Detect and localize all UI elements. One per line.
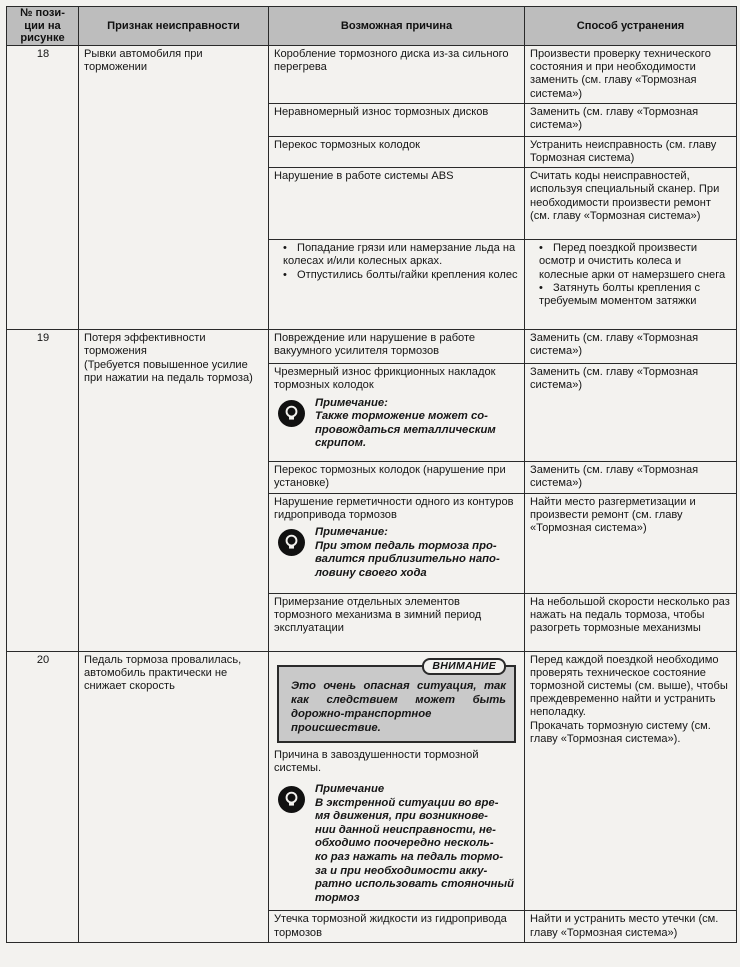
remedy-cell: Найти и устранить место утечки (см. главу «Тормозная система»): [525, 911, 737, 943]
note-line: провождаться металлическим: [315, 423, 496, 436]
cause-cell: [269, 651, 525, 911]
warning-box: [277, 659, 516, 743]
table-header-row: [7, 7, 737, 46]
remedy-cell: Считать коды неисправностей, используя специальный сканер. При необходимости произвести ремонт (см. главу «Тормозная система»): [525, 168, 737, 240]
note-line: ко раз нажать на педаль тормо-: [315, 851, 503, 863]
note-line: мя движения, при возникнове-: [315, 810, 488, 823]
remedy-cell: [525, 240, 737, 330]
cause-cell: [269, 493, 525, 593]
note-title: Примечание:: [315, 396, 388, 409]
bullet-item: • Затянуть болты крепления с требуемым моментом затяжки: [530, 282, 732, 308]
remedy-cell: Произвести проверку технического состояния и при необходимости заменить (см. главу «Тормозная система»): [525, 46, 737, 104]
cause-cell: Нарушение в работе системы ABS: [269, 168, 525, 240]
note-line: за и при необходимости акку-: [315, 864, 488, 877]
row-number: 20: [7, 651, 79, 943]
note-box: [274, 526, 520, 580]
note-title: Примечание: [315, 783, 385, 796]
bullet-item: • Попадание грязи или намерзание льда на колесах и/или колесных арках.: [274, 242, 520, 268]
note-line: нии данной неисправности, не-: [315, 823, 496, 836]
bullet-item: • Перед поездкой произвести осмотр и очистить колеса и колесные арки от намерзшего снега: [530, 242, 732, 282]
lightbulb-icon: [278, 786, 305, 813]
cause-cell: Перекос тормозных колодок: [269, 136, 525, 167]
cause-cell: Утечка тормозной жидкости из гидропривода тормозов: [269, 911, 525, 943]
remedy-cell: Найти место разгерметизации и произвести ремонт (см. главу «Тормозная система»): [525, 493, 737, 593]
note-box: [274, 397, 520, 451]
remedy-cell: Перед каждой поездкой необходимо проверять техническое состояние тормозной системы (см. выше), чтобы преждевременно найти и устранить неполадку. Прокачать тормозную систему (см. главу «Тормозная система»).: [525, 651, 737, 911]
header-num: № пози- ции на рисунке: [7, 7, 79, 46]
header-cause: Возможная причина: [269, 7, 525, 46]
symptom-cell: [79, 330, 269, 651]
cause-text: Причина в завоздушенности тормозной системы.: [274, 748, 479, 774]
remedy-cell: Заменить (см. главу «Тормозная система»): [525, 462, 737, 493]
table-row: [7, 330, 737, 364]
note-line: ратно использовать стояночный: [315, 878, 515, 891]
cause-cell: Перекос тормозных колодок (нарушение при установке): [269, 462, 525, 493]
troubleshooting-table: [6, 6, 737, 943]
table-row: [7, 46, 737, 104]
bullet-item: • Отпустились болты/гайки крепления колес: [274, 269, 520, 282]
header-symptom: Признак неисправности: [79, 7, 269, 46]
cause-cell: [269, 240, 525, 330]
symptom-cell: Педаль тормоза провалилась, автомобиль практически не снижает скорость: [79, 651, 269, 943]
note-line: При этом педаль тормоза про-: [315, 539, 497, 552]
note-line: валится приблизительно напо-: [315, 553, 500, 566]
note-line: тормоз: [315, 891, 360, 904]
note-line: обходимо поочередно несколь-: [315, 837, 494, 850]
lightbulb-icon: [278, 400, 305, 427]
note-line: Также торможение может со-: [315, 410, 488, 423]
note-line: ловину своего хода: [315, 566, 427, 579]
remedy-cell: Заменить (см. главу «Тормозная система»): [525, 364, 737, 462]
warning-text: Это очень опасная ситуация, так как следствием может быть дорожно-транспортное происшествие.: [291, 679, 506, 734]
cause-cell: Коробление тормозного диска из-за сильного перегрева: [269, 46, 525, 104]
cause-text: Нарушение герметичности одного из контуров гидропривода тормозов: [274, 495, 514, 521]
remedy-cell: На небольшой скорости несколько раз нажать на педаль тормоза, чтобы разогреть тормозные механизмы: [525, 593, 737, 651]
table-row: [7, 651, 737, 911]
remedy-cell: Устранить неисправность (см. главу Тормозная система): [525, 136, 737, 167]
row-number: 19: [7, 330, 79, 651]
note-title: Примечание:: [315, 526, 388, 539]
symptom-cell: Рывки автомобиля при торможении: [79, 46, 269, 330]
cause-cell: Примерзание отдельных элементов тормозного механизма в зимний период эксплуатации: [269, 593, 525, 651]
row-number: 18: [7, 46, 79, 330]
symptom-note: (Требуется повышенное усилие при нажатии на педаль тормоза): [84, 358, 253, 384]
cause-cell: Повреждение или нарушение в работе вакуумного усилителя тормозов: [269, 330, 525, 364]
warning-label: ВНИМАНИЕ: [422, 658, 506, 675]
lightbulb-icon: [278, 529, 305, 556]
cause-cell: [269, 364, 525, 462]
cause-text: Чрезмерный износ фрикционных накладок тормозных колодок: [274, 366, 496, 392]
note-box: [274, 783, 520, 905]
note-line: В экстренной ситуации во вре-: [315, 796, 499, 809]
symptom-text: Потеря эффективности торможения: [84, 332, 206, 358]
cause-cell: Неравномерный износ тормозных дисков: [269, 103, 525, 136]
note-line: скрипом.: [315, 437, 367, 450]
remedy-cell: Заменить (см. главу «Тормозная система»): [525, 330, 737, 364]
header-remedy: Способ устранения: [525, 7, 737, 46]
remedy-cell: Заменить (см. главу «Тормозная система»): [525, 103, 737, 136]
